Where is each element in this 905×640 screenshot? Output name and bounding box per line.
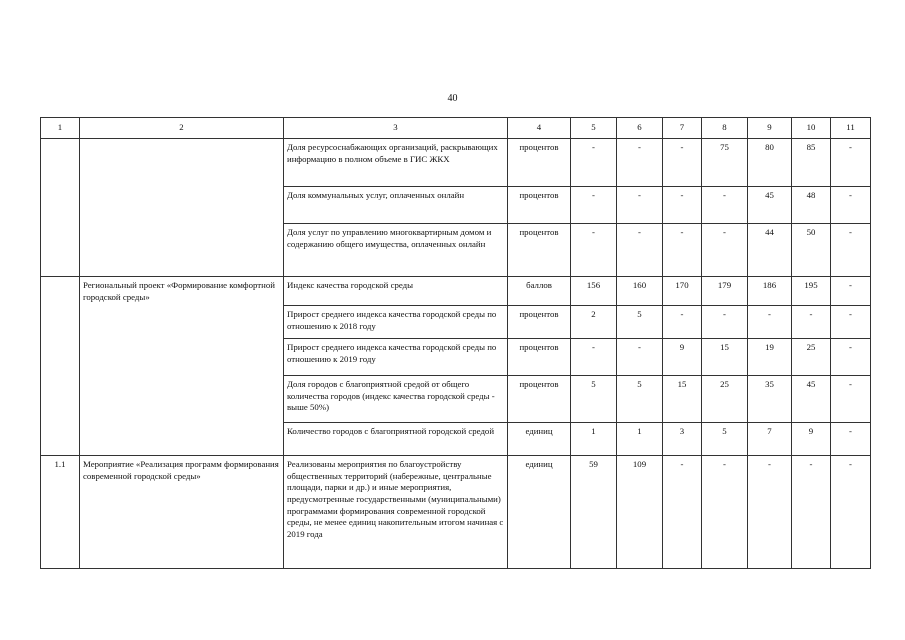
table-row xyxy=(41,455,871,568)
project-name-cell xyxy=(80,375,284,422)
item-number-cell: 1.1 xyxy=(41,455,80,568)
value-cell: - xyxy=(831,224,871,277)
project-name-cell xyxy=(80,187,284,224)
table-row xyxy=(41,422,871,455)
project-name-cell xyxy=(80,224,284,277)
value-cell: - xyxy=(571,139,617,187)
value-cell: 9 xyxy=(663,338,702,375)
value-cell: 5 xyxy=(702,422,748,455)
value-cell: - xyxy=(663,187,702,224)
value-cell: - xyxy=(663,455,702,568)
value-cell: 75 xyxy=(702,139,748,187)
unit-cell: процентов xyxy=(508,375,571,422)
table-row xyxy=(41,338,871,375)
value-cell: - xyxy=(617,224,663,277)
item-number-cell xyxy=(41,338,80,375)
header-cell: 4 xyxy=(508,118,571,139)
value-cell: - xyxy=(831,455,871,568)
unit-cell: процентов xyxy=(508,305,571,338)
header-cell: 5 xyxy=(571,118,617,139)
value-cell: 195 xyxy=(792,277,831,306)
value-cell: 2 xyxy=(571,305,617,338)
value-cell: 5 xyxy=(617,375,663,422)
project-name-cell xyxy=(80,422,284,455)
header-cell: 7 xyxy=(663,118,702,139)
indicator-cell: Прирост среднего индекса качества городской среды по отношению к 2019 году xyxy=(284,338,508,375)
indicators-table xyxy=(40,117,871,569)
unit-cell: процентов xyxy=(508,187,571,224)
indicator-cell: Реализованы мероприятия по благоустройству общественных территорий (набережные, центральные площади, парки и др.) и иные мероприятия, предусмотренные государственными (муниципальными) программами формирования современной городской среды, не менее единиц накопительным итогом начиная с 2019 года xyxy=(284,455,508,568)
value-cell: - xyxy=(831,305,871,338)
item-number-cell xyxy=(41,305,80,338)
value-cell: 44 xyxy=(748,224,792,277)
value-cell: - xyxy=(702,455,748,568)
value-cell: 19 xyxy=(748,338,792,375)
project-name-cell xyxy=(80,338,284,375)
value-cell: - xyxy=(792,455,831,568)
value-cell: 48 xyxy=(792,187,831,224)
unit-cell: процентов xyxy=(508,224,571,277)
page-number: 40 xyxy=(447,93,458,104)
value-cell: 109 xyxy=(617,455,663,568)
header-cell: 8 xyxy=(702,118,748,139)
value-cell: 156 xyxy=(571,277,617,306)
value-cell: - xyxy=(831,338,871,375)
header-cell: 6 xyxy=(617,118,663,139)
header-cell: 2 xyxy=(80,118,284,139)
header-cell: 3 xyxy=(284,118,508,139)
value-cell: 7 xyxy=(748,422,792,455)
value-cell: 45 xyxy=(792,375,831,422)
value-cell: - xyxy=(702,187,748,224)
value-cell: - xyxy=(571,224,617,277)
value-cell: 5 xyxy=(571,375,617,422)
table-row xyxy=(41,139,871,187)
value-cell: 35 xyxy=(748,375,792,422)
project-name-cell: Мероприятие «Реализация программ формирования современной городской среды» xyxy=(80,455,284,568)
value-cell: - xyxy=(663,224,702,277)
table-row xyxy=(41,187,871,224)
project-name-cell xyxy=(80,139,284,187)
value-cell: 45 xyxy=(748,187,792,224)
value-cell: - xyxy=(571,338,617,375)
value-cell: - xyxy=(831,139,871,187)
indicator-cell: Количество городов с благоприятной городской средой xyxy=(284,422,508,455)
indicator-cell: Прирост среднего индекса качества городской среды по отношению к 2018 году xyxy=(284,305,508,338)
value-cell: 85 xyxy=(792,139,831,187)
header-cell: 10 xyxy=(792,118,831,139)
item-number-cell xyxy=(41,422,80,455)
value-cell: 59 xyxy=(571,455,617,568)
value-cell: 15 xyxy=(702,338,748,375)
value-cell: 15 xyxy=(663,375,702,422)
value-cell: - xyxy=(748,305,792,338)
table-row xyxy=(41,277,871,306)
value-cell: - xyxy=(617,338,663,375)
unit-cell: единиц xyxy=(508,455,571,568)
value-cell: 25 xyxy=(792,338,831,375)
indicator-cell: Доля ресурсоснабжающих организаций, раскрывающих информацию в полном объеме в ГИС ЖКХ xyxy=(284,139,508,187)
item-number-cell xyxy=(41,375,80,422)
value-cell: 5 xyxy=(617,305,663,338)
item-number-cell xyxy=(41,187,80,224)
table-row xyxy=(41,375,871,422)
value-cell: - xyxy=(702,305,748,338)
unit-cell: процентов xyxy=(508,139,571,187)
value-cell: - xyxy=(663,305,702,338)
value-cell: - xyxy=(571,187,617,224)
item-number-cell xyxy=(41,139,80,187)
value-cell: 170 xyxy=(663,277,702,306)
value-cell: 1 xyxy=(617,422,663,455)
value-cell: 9 xyxy=(792,422,831,455)
indicator-cell: Доля городов с благоприятной средой от общего количества городов (индекс качества городской среды - выше 50%) xyxy=(284,375,508,422)
value-cell: - xyxy=(663,139,702,187)
item-number-cell xyxy=(41,224,80,277)
value-cell: 1 xyxy=(571,422,617,455)
value-cell: 3 xyxy=(663,422,702,455)
item-number-cell xyxy=(41,277,80,306)
table-row xyxy=(41,305,871,338)
unit-cell: баллов xyxy=(508,277,571,306)
value-cell: 50 xyxy=(792,224,831,277)
indicator-cell: Индекс качества городской среды xyxy=(284,277,508,306)
value-cell: 25 xyxy=(702,375,748,422)
table-row xyxy=(41,224,871,277)
project-name-cell: Региональный проект «Формирование комфортной городской среды» xyxy=(80,277,284,306)
unit-cell: единиц xyxy=(508,422,571,455)
value-cell: - xyxy=(702,224,748,277)
value-cell: - xyxy=(831,187,871,224)
value-cell: 179 xyxy=(702,277,748,306)
indicator-cell: Доля услуг по управлению многоквартирным домом и содержанию общего имущества, оплаченных онлайн xyxy=(284,224,508,277)
unit-cell: процентов xyxy=(508,338,571,375)
value-cell: - xyxy=(617,187,663,224)
header-cell: 9 xyxy=(748,118,792,139)
value-cell: - xyxy=(831,277,871,306)
header-cell: 1 xyxy=(41,118,80,139)
value-cell: 160 xyxy=(617,277,663,306)
value-cell: - xyxy=(617,139,663,187)
header-cell: 11 xyxy=(831,118,871,139)
table-header-row xyxy=(41,118,871,139)
value-cell: - xyxy=(831,422,871,455)
value-cell: - xyxy=(792,305,831,338)
value-cell: - xyxy=(748,455,792,568)
value-cell: 80 xyxy=(748,139,792,187)
value-cell: 186 xyxy=(748,277,792,306)
indicator-cell: Доля коммунальных услуг, оплаченных онлайн xyxy=(284,187,508,224)
project-name-cell xyxy=(80,305,284,338)
value-cell: - xyxy=(831,375,871,422)
